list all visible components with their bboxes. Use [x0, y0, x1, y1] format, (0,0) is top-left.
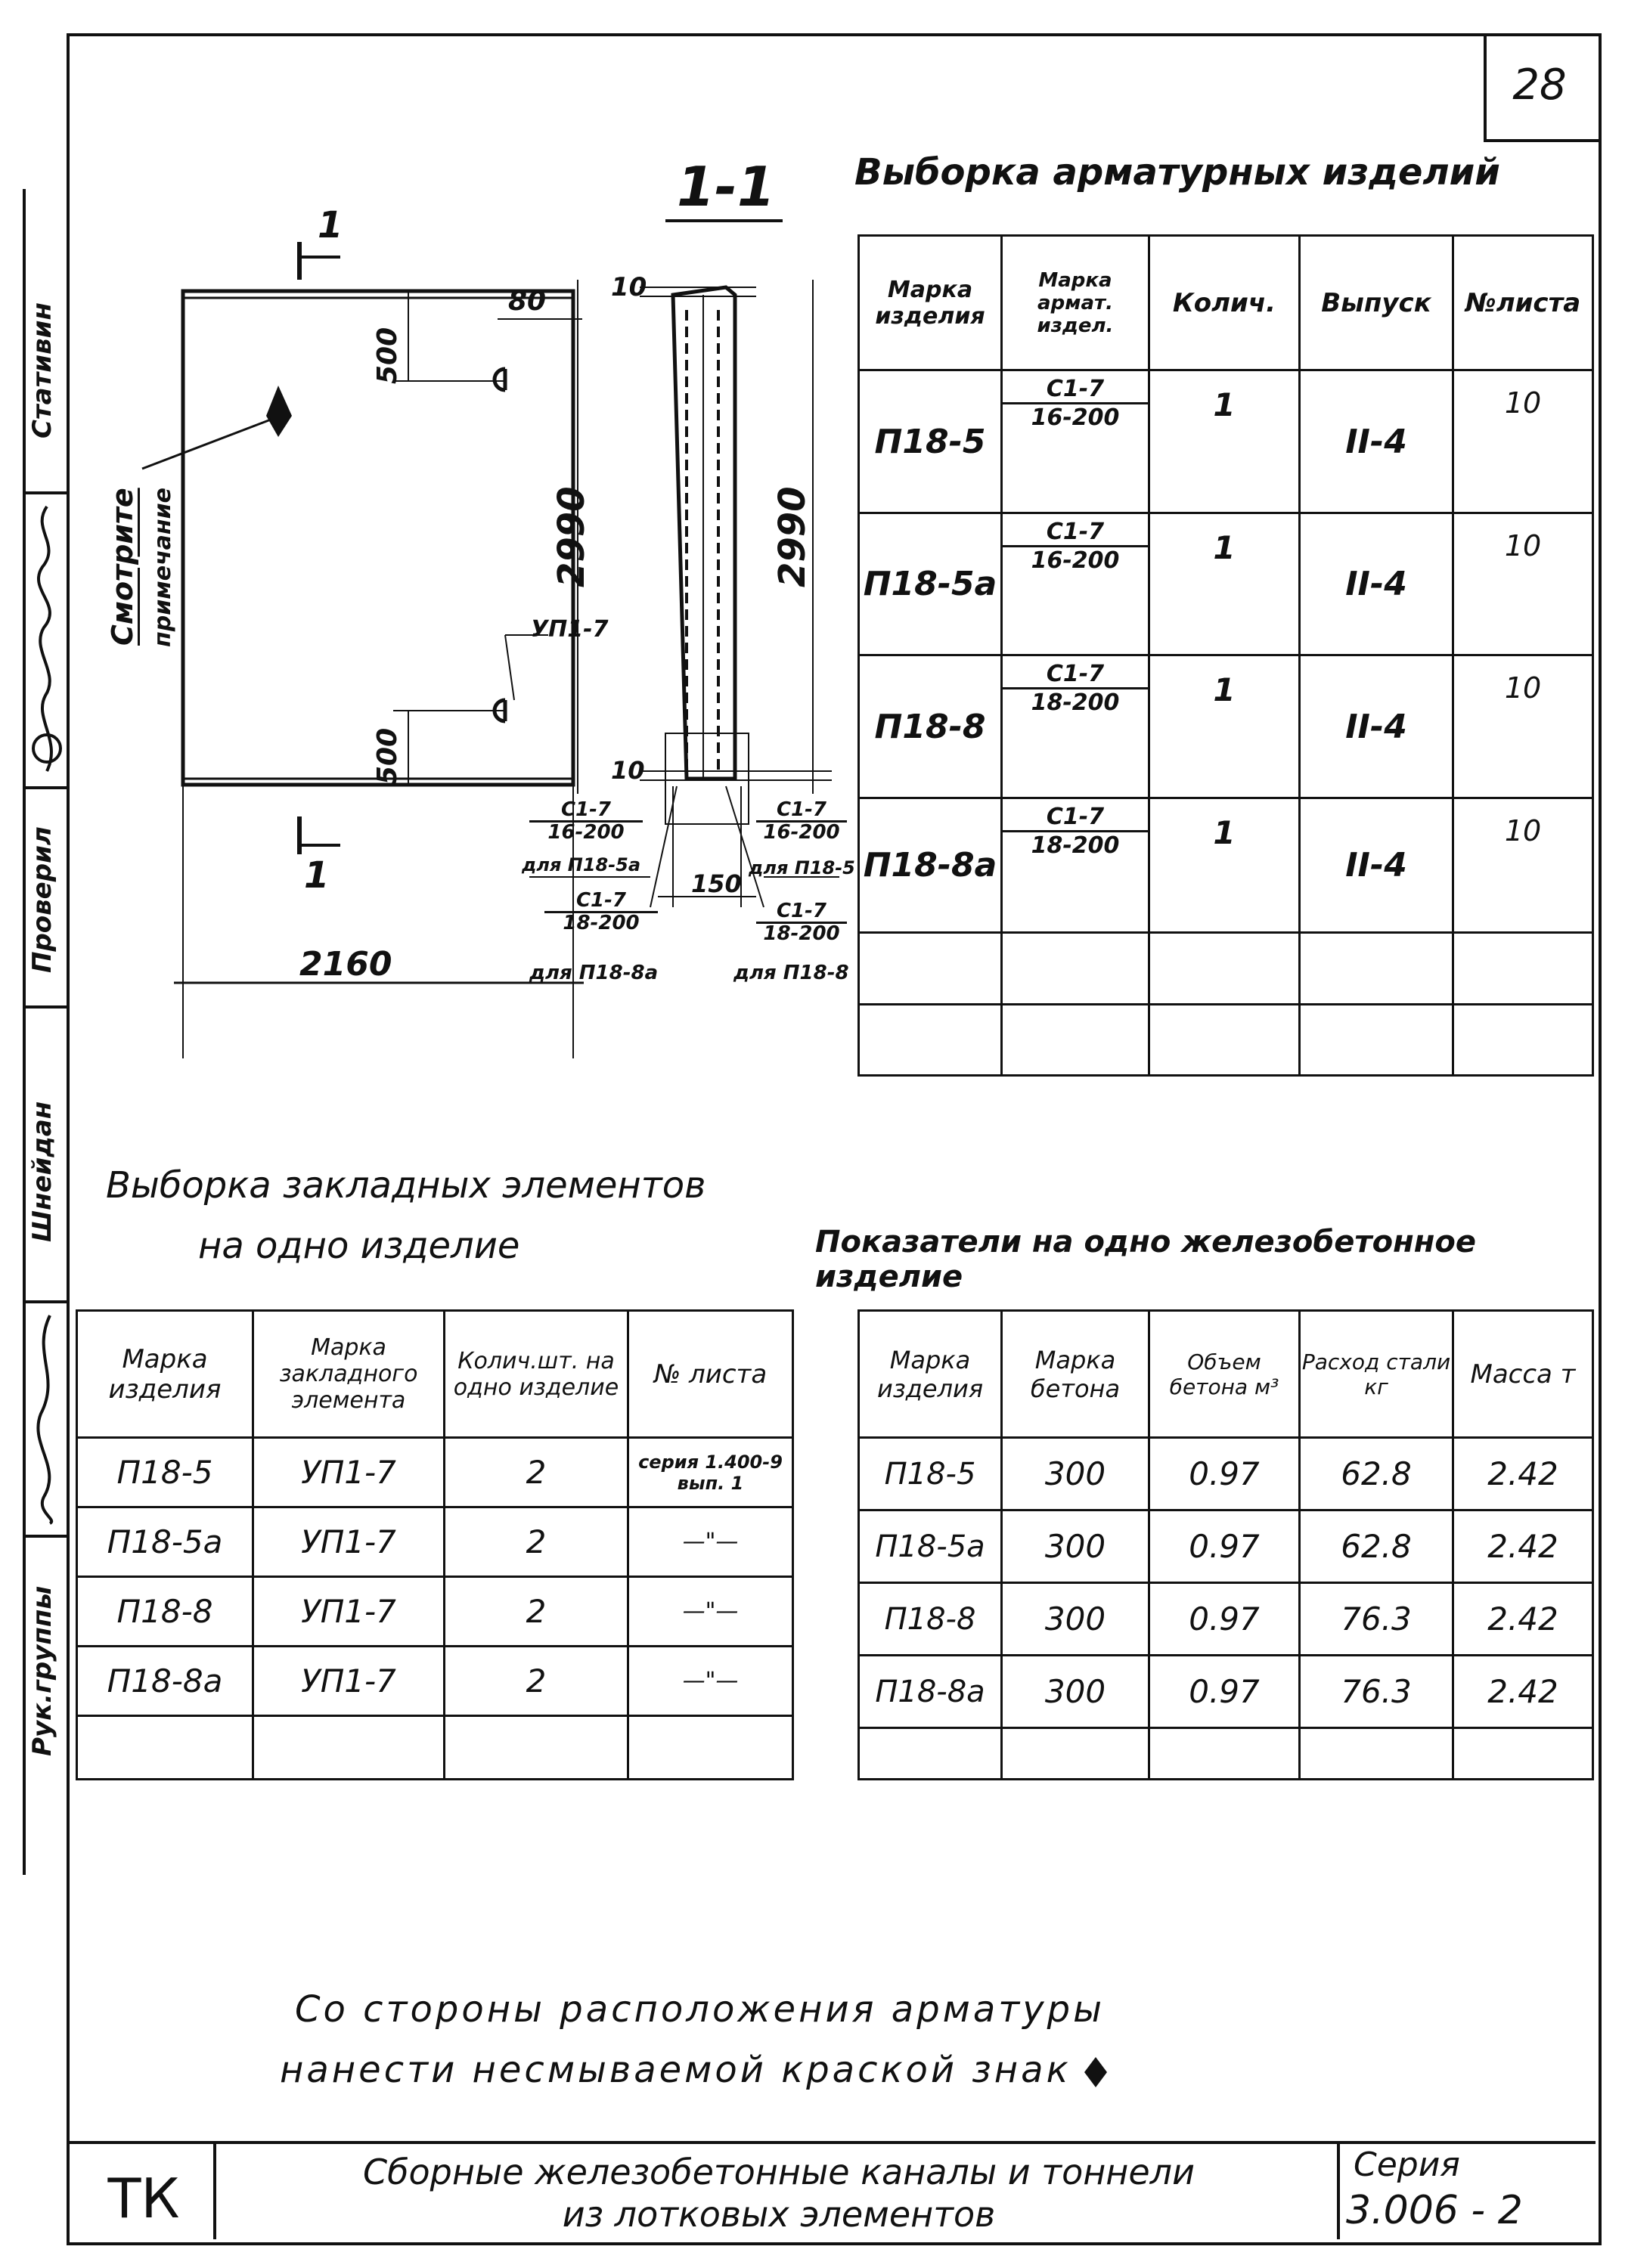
dim-500-bottom: 500 [372, 727, 403, 785]
stamp-divider [23, 786, 68, 789]
embedded-cell-sheet: —"— [628, 1507, 793, 1577]
embedded-header-qty: Колич.шт. на одно изделие [445, 1311, 628, 1438]
note-line-2: нанести несмываемой краской знак [280, 2049, 1071, 2091]
up-label: УП1-7 [531, 616, 609, 643]
indicators-cell-steel: 62.8 [1300, 1438, 1453, 1510]
embedded-header-mark: Марка изделия [77, 1311, 253, 1438]
stamp-label-checked: Проверил [27, 826, 57, 973]
stamp-label-shneidan: Шнейдан [27, 1101, 57, 1243]
rebar-cell-mark: П18-5 [859, 370, 1002, 513]
embedded-header-element: Марка закладного элемента [253, 1311, 445, 1438]
indicators-header-concrete: Марка бетона [1002, 1311, 1149, 1438]
embedded-table [76, 1309, 794, 1780]
stamp-divider [23, 1300, 68, 1303]
table-row [859, 1656, 1593, 1728]
stamp-divider [23, 491, 68, 494]
indicators-cell-volume: 0.97 [1149, 1583, 1300, 1656]
callout-right-2-bottom: 18-200 [763, 922, 840, 946]
embedded-cell-sheet: —"— [628, 1647, 793, 1716]
callout-left-1-note: для П18-5а [522, 854, 641, 875]
indicators-header-mass: Масса т [1453, 1311, 1593, 1438]
rebar-cell-sheet: 10 [1453, 798, 1593, 933]
signature [27, 1308, 67, 1527]
rebar-cell-mark: П18-5а [859, 513, 1002, 655]
indicators-cell-volume: 0.97 [1149, 1656, 1300, 1728]
callout-left-2-bottom: 18-200 [563, 912, 640, 935]
table-row [77, 1438, 793, 1507]
indicators-cell-steel: 62.8 [1300, 1510, 1453, 1583]
callout-left-2-note: для П18-8а [529, 962, 659, 984]
rebar-header-qty: Колич. [1149, 236, 1300, 370]
stamp-divider [23, 1005, 68, 1009]
series-label: Серия [1354, 2146, 1460, 2184]
callout-left-1-top: С1-7 [529, 800, 643, 823]
note-ref-line1: Смотрите [106, 488, 139, 646]
panel-drawing [76, 212, 862, 1058]
indicators-header-mark: Марка изделия [859, 1311, 1002, 1438]
note-reference [106, 454, 139, 680]
indicators-cell-mass: 2.42 [1453, 1438, 1593, 1510]
dim-2160: 2160 [299, 945, 392, 984]
embedded-table-title-2: на одно изделие [198, 1225, 520, 1267]
rebar-cell-mark: П18-8а [859, 798, 1002, 933]
title-block-top [67, 2141, 1596, 2144]
callout-left-1 [529, 800, 643, 844]
table-row [859, 1583, 1593, 1656]
embedded-cell-sheet: серия 1.400-9 вып. 1 [628, 1438, 793, 1507]
stamp-column-border [23, 189, 26, 1875]
embedded-cell-element: УП1-7 [253, 1507, 445, 1577]
rebar-cell-issue: II-4 [1300, 513, 1453, 655]
callout-left-2-top: С1-7 [544, 891, 658, 913]
title-block-title-2: из лотковых элементов [562, 2194, 996, 2235]
table-row-empty [859, 933, 1593, 1004]
table-row [77, 1507, 793, 1577]
table-row [859, 1438, 1593, 1510]
rebar-cell-qty: 1 [1149, 655, 1300, 798]
rebar-arm-bottom: 16-200 [1031, 404, 1120, 432]
indicators-cell-mark: П18-8а [859, 1656, 1002, 1728]
table-row [77, 1577, 793, 1647]
callout-right-2 [756, 901, 847, 945]
dim-10-bottom: 10 [611, 756, 645, 785]
rebar-arm-top: С1-7 [1003, 661, 1148, 689]
indicators-cell-steel: 76.3 [1300, 1583, 1453, 1656]
indicators-cell-concrete: 300 [1002, 1583, 1149, 1656]
title-block-title-1: Сборные железобетонные каналы и тоннели [363, 2152, 1195, 2192]
rebar-cell-mark: П18-8 [859, 655, 1002, 798]
indicators-table-title: Показатели на одно железобетонное изделие [815, 1225, 1476, 1294]
rebar-cell-issue: II-4 [1300, 370, 1453, 513]
rebar-arm-bottom: 16-200 [1031, 547, 1120, 574]
embedded-cell-sheet: —"— [628, 1577, 793, 1647]
rebar-cell-sheet: 10 [1453, 370, 1593, 513]
indicators-cell-mark: П18-5а [859, 1510, 1002, 1583]
rebar-table [857, 234, 1594, 1077]
rebar-arm-top: С1-7 [1003, 376, 1148, 404]
diamond-mark-icon [1083, 2056, 1109, 2089]
indicators-cell-steel: 76.3 [1300, 1656, 1453, 1728]
rebar-arm-bottom: 18-200 [1031, 832, 1120, 860]
embedded-cell-qty: 2 [445, 1507, 628, 1577]
rebar-cell-arm [1002, 513, 1149, 655]
callout-right-1 [756, 800, 847, 844]
stamp-label-statiwin: Стативин [27, 302, 57, 438]
embedded-cell-mark: П18-8а [77, 1647, 253, 1716]
embedded-cell-element: УП1-7 [253, 1577, 445, 1647]
series-number: 3.006 - 2 [1346, 2188, 1523, 2233]
title-block-code: ТК [107, 2167, 180, 2230]
rebar-cell-arm [1002, 370, 1149, 513]
dim-150: 150 [691, 869, 742, 898]
indicators-cell-mass: 2.42 [1453, 1510, 1593, 1583]
indicators-cell-concrete: 300 [1002, 1656, 1149, 1728]
rebar-header-sheet: №листа [1453, 236, 1593, 370]
dim-2990-left: 2990 [550, 486, 593, 587]
indicators-header-volume: Объем бетона м³ [1149, 1311, 1300, 1438]
embedded-cell-qty: 2 [445, 1647, 628, 1716]
rebar-cell-qty: 1 [1149, 513, 1300, 655]
rebar-arm-top: С1-7 [1003, 519, 1148, 547]
indicators-cell-volume: 0.97 [1149, 1438, 1300, 1510]
embedded-cell-qty: 2 [445, 1577, 628, 1647]
callout-left-2 [544, 891, 658, 934]
indicators-cell-mass: 2.42 [1453, 1583, 1593, 1656]
table-row [859, 655, 1593, 798]
stamp-label-group-head: Рук.группы [27, 1585, 57, 1756]
callout-right-2-note: для П18-8 [733, 962, 849, 984]
section-mark-top: 1 [318, 204, 343, 246]
rebar-header-mark: Марка изделия [859, 236, 1002, 370]
callout-right-1-note: для П18-5 [749, 857, 855, 878]
rebar-arm-top: С1-7 [1003, 804, 1148, 832]
table-row [859, 1510, 1593, 1583]
table-row [859, 370, 1593, 513]
table-row-empty [77, 1716, 793, 1780]
indicators-cell-mark: П18-5 [859, 1438, 1002, 1510]
callout-right-1-bottom: 16-200 [763, 821, 840, 844]
note-line-1: Со стороны расположения арматуры [295, 1988, 1106, 2031]
note-reference-sub: примечание [150, 487, 176, 647]
embedded-header-sheet: № листа [628, 1311, 793, 1438]
embedded-cell-element: УП1-7 [253, 1647, 445, 1716]
section-label: 1-1 [676, 155, 776, 218]
rebar-cell-arm [1002, 798, 1149, 933]
indicators-cell-volume: 0.97 [1149, 1510, 1300, 1583]
callout-left-1-bottom: 16-200 [547, 821, 625, 844]
rebar-cell-issue: II-4 [1300, 798, 1453, 933]
rebar-arm-bottom: 18-200 [1031, 689, 1120, 717]
dim-2990-right: 2990 [771, 486, 814, 587]
table-row [859, 798, 1593, 933]
rebar-header-issue: Выпуск [1300, 236, 1453, 370]
signature [27, 499, 67, 779]
table-row [77, 1647, 793, 1716]
embedded-cell-mark: П18-8 [77, 1577, 253, 1647]
dim-10-top: 10 [611, 272, 647, 302]
indicators-cell-concrete: 300 [1002, 1438, 1149, 1510]
indicators-cell-concrete: 300 [1002, 1510, 1149, 1583]
dim-80: 80 [508, 286, 547, 317]
rebar-cell-qty: 1 [1149, 798, 1300, 933]
section-mark-bottom: 1 [304, 854, 330, 897]
table-row-empty [859, 1004, 1593, 1075]
embedded-cell-qty: 2 [445, 1438, 628, 1507]
dim-500-top: 500 [372, 327, 403, 384]
stamp-divider [23, 1535, 68, 1538]
table-row-empty [859, 1728, 1593, 1780]
embedded-cell-mark: П18-5 [77, 1438, 253, 1507]
rebar-cell-arm [1002, 655, 1149, 798]
embedded-cell-element: УП1-7 [253, 1438, 445, 1507]
callout-right-2-top: С1-7 [756, 901, 847, 924]
rebar-cell-issue: II-4 [1300, 655, 1453, 798]
title-block-divider [1337, 2141, 1340, 2239]
title-block-divider [213, 2141, 216, 2239]
callout-right-1-top: С1-7 [756, 800, 847, 823]
embedded-cell-mark: П18-5а [77, 1507, 253, 1577]
rebar-table-title: Выборка арматурных изделий [854, 151, 1500, 194]
rebar-header-arm: Марка армат. издел. [1002, 236, 1149, 370]
table-row [859, 513, 1593, 655]
rebar-cell-sheet: 10 [1453, 655, 1593, 798]
indicators-cell-mark: П18-8 [859, 1583, 1002, 1656]
indicators-table [857, 1309, 1594, 1780]
rebar-cell-sheet: 10 [1453, 513, 1593, 655]
indicators-header-steel: Расход стали кг [1300, 1311, 1453, 1438]
rebar-cell-qty: 1 [1149, 370, 1300, 513]
embedded-table-title-1: Выборка закладных элементов [106, 1164, 706, 1207]
note-line-2-wrap [280, 2049, 1109, 2091]
page-number: 28 [1512, 60, 1567, 110]
indicators-cell-mass: 2.42 [1453, 1656, 1593, 1728]
